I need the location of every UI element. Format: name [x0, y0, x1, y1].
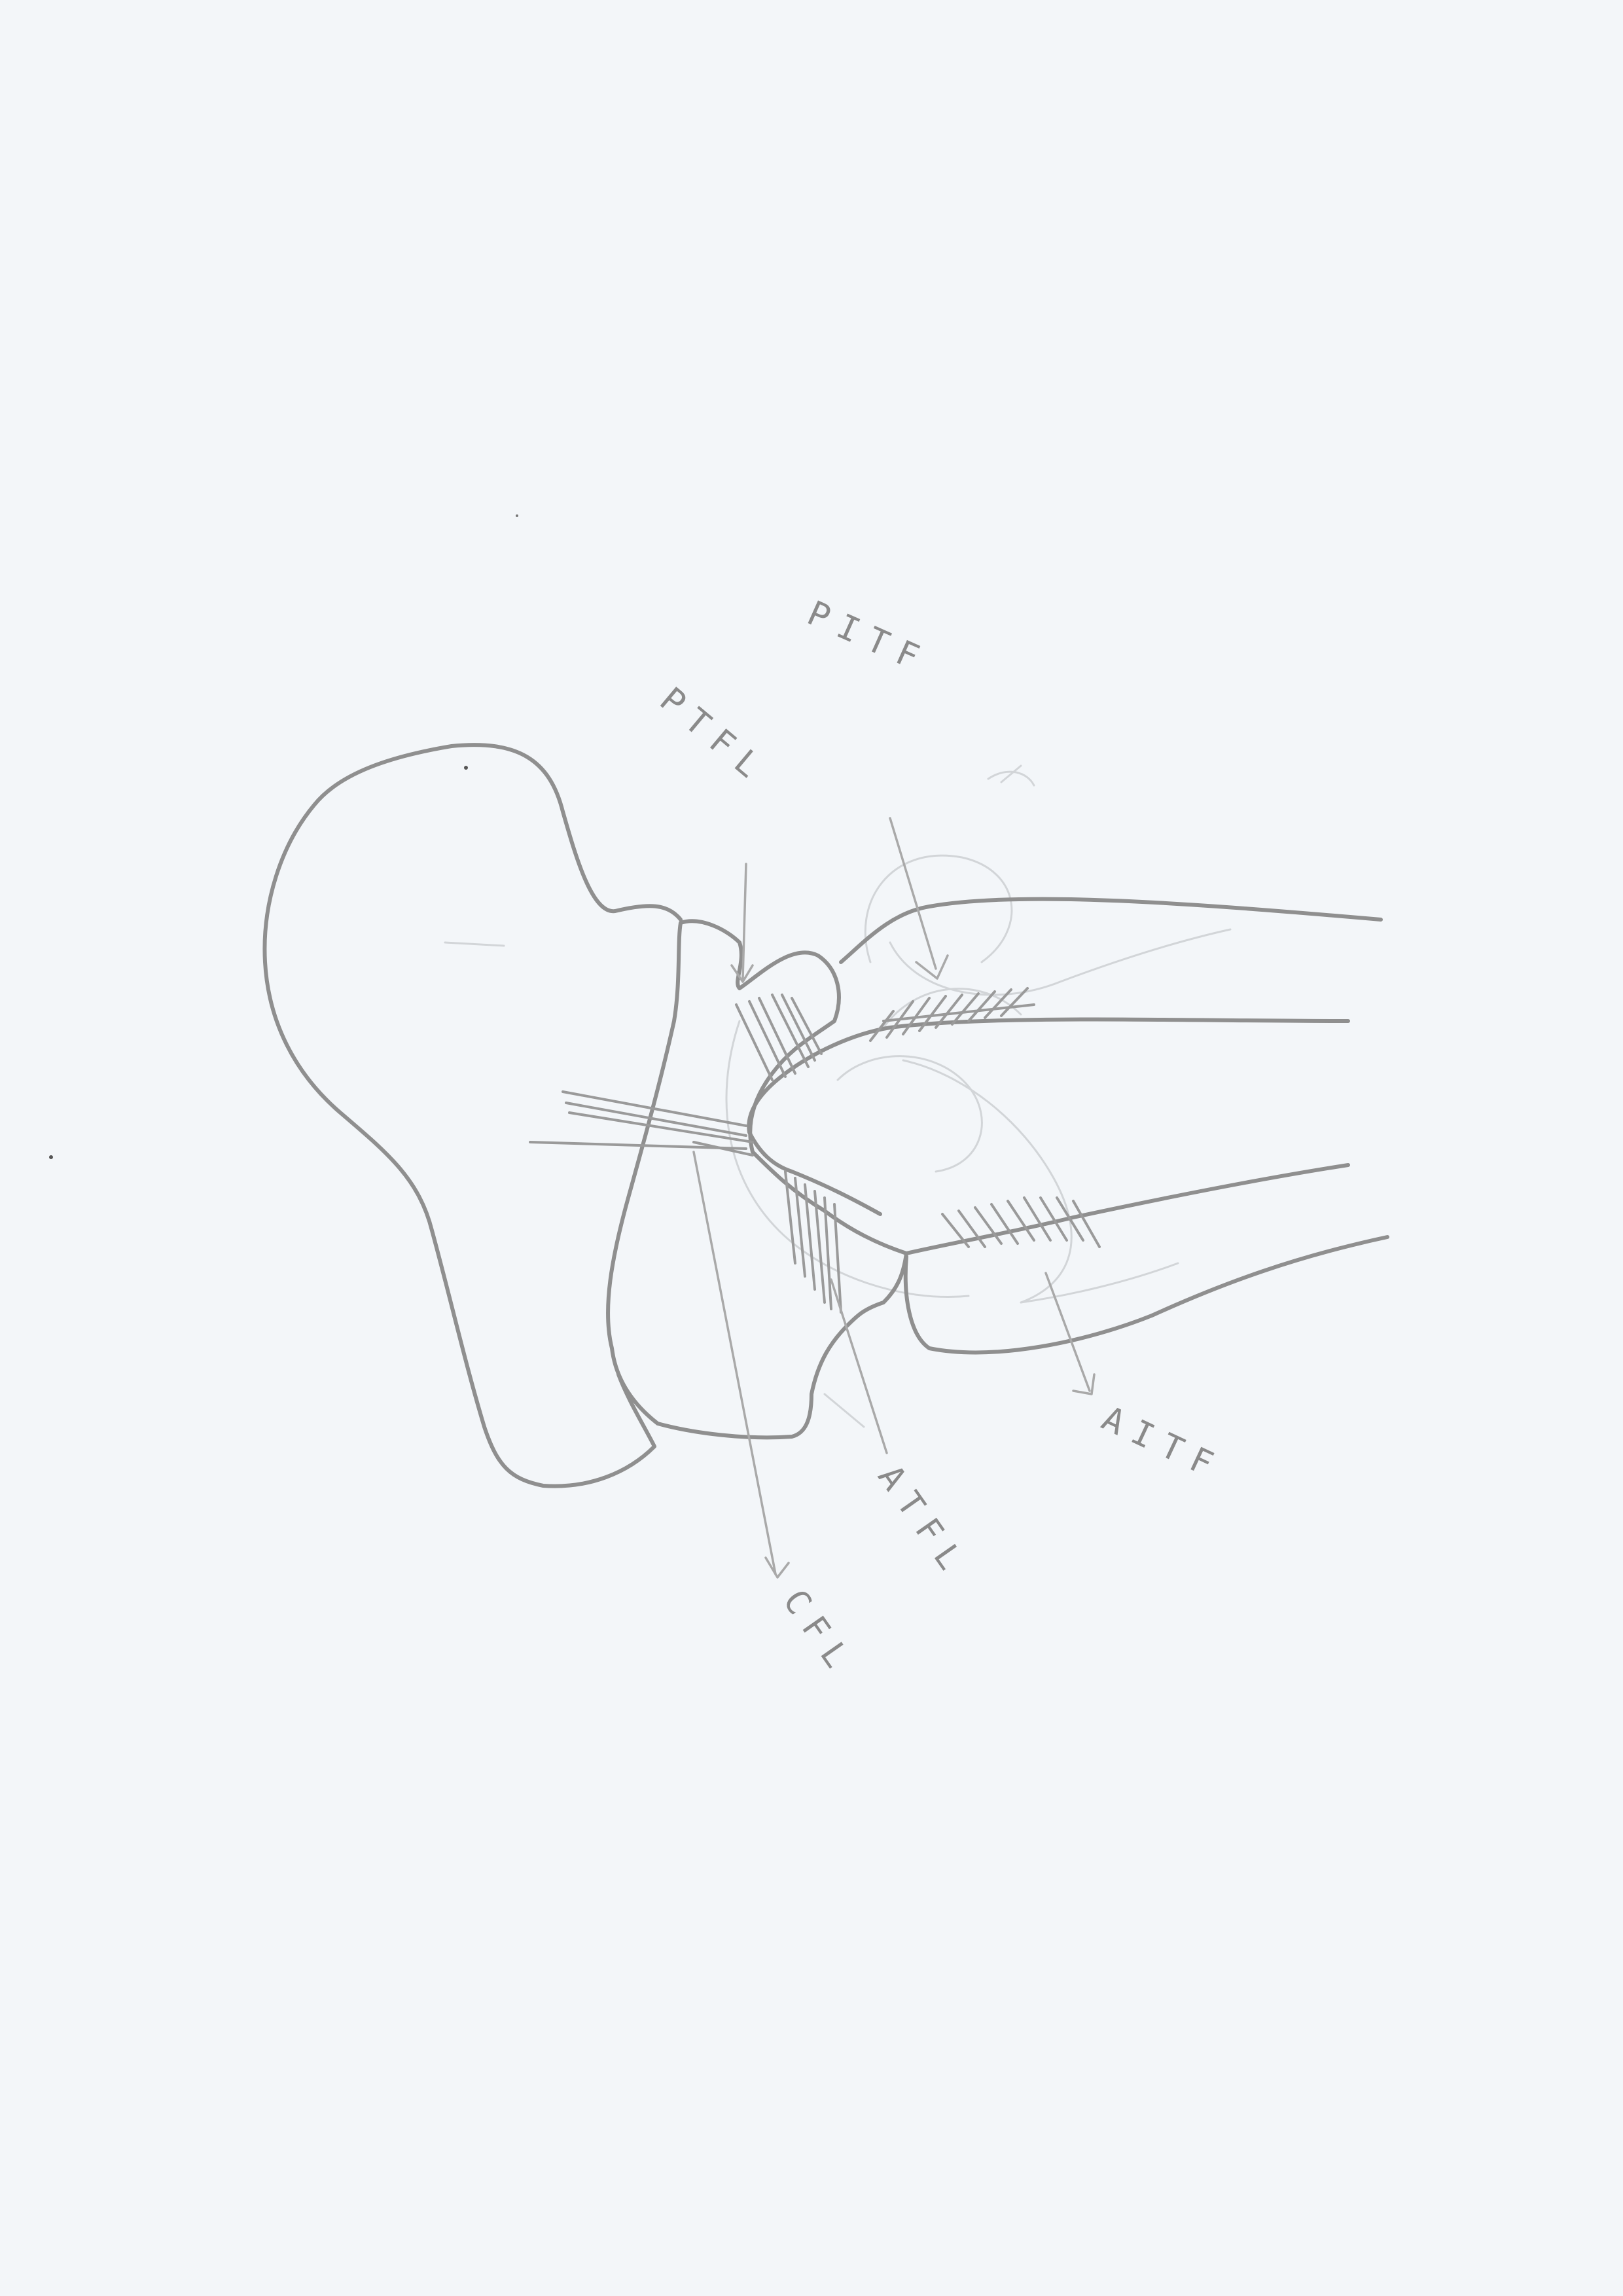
fibula-tip-outline	[749, 1020, 1348, 1215]
atfl-ligament-hatching	[785, 1172, 841, 1312]
pencil-dot	[516, 514, 518, 517]
label-atfl: ATFL	[870, 1458, 976, 1587]
pitf-pointer	[890, 818, 948, 978]
fibula-outline	[841, 899, 1381, 962]
label-aitf: AITF	[1096, 1399, 1230, 1490]
label-cfl: CFL	[775, 1583, 863, 1685]
cfl-ligament-hatching	[530, 1092, 753, 1155]
pencil-dot	[49, 1155, 53, 1159]
talus-outline	[608, 921, 906, 1437]
cfl-pointer	[694, 1152, 789, 1577]
ptfl-pointer	[732, 864, 753, 982]
aitf-pointer	[1046, 1273, 1094, 1394]
tibia-lower-outline	[906, 1237, 1387, 1352]
pencil-dot	[464, 766, 468, 770]
label-ptfl: PTFL	[652, 679, 777, 793]
tibia-outline	[906, 1165, 1348, 1253]
label-pitf: PITF	[801, 594, 936, 683]
